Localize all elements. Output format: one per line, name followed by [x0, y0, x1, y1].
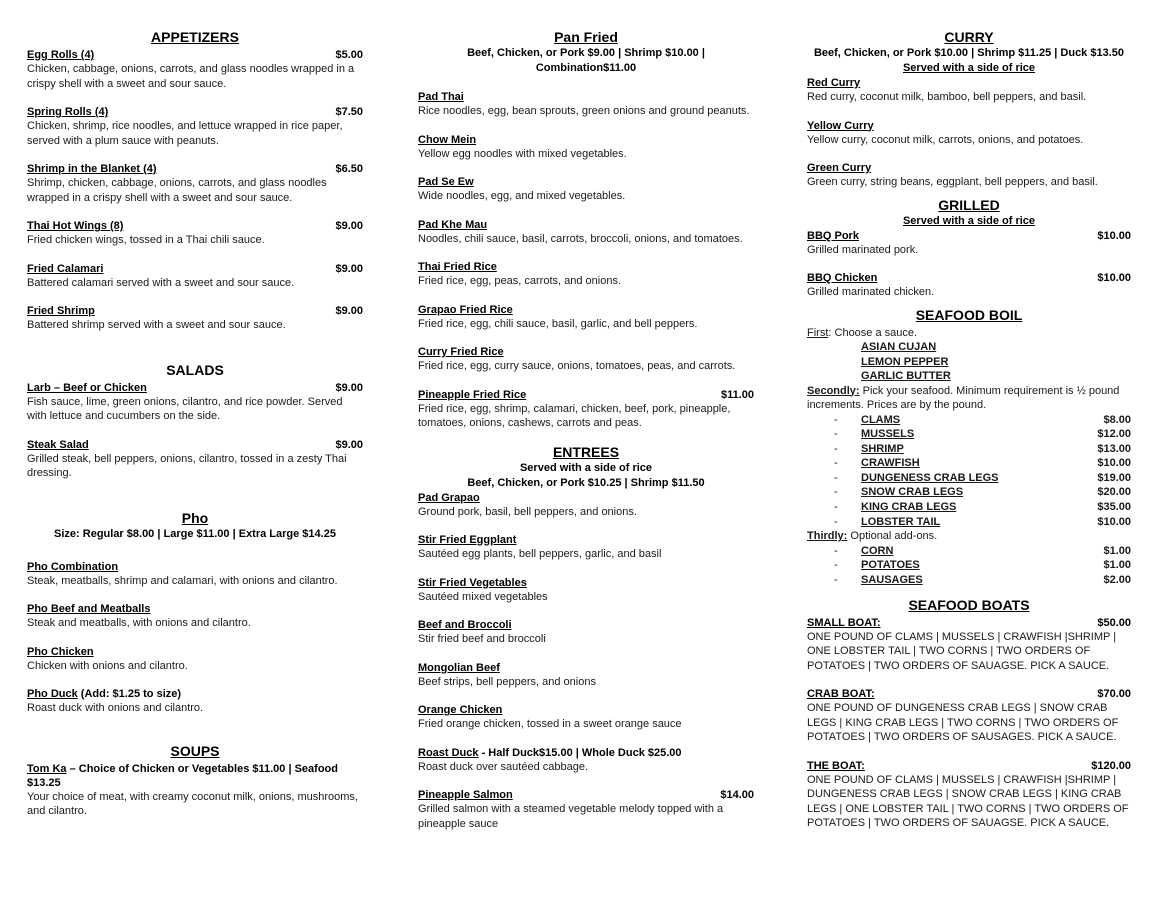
seafood-name: CRAWFISH [861, 457, 920, 470]
addon-price: $1.00 [1103, 559, 1131, 572]
bullet-dash: - [834, 413, 838, 426]
pho-heading: Pho [181, 509, 209, 526]
item-description: ONE POUND OF DUNGENESS CRAB LEGS | SNOW CRAB LEGS | KING CRAB LEGS | TWO CORNS | TWO ORDERS OF POTATOES | TWO ORDERS OF SAUSAGES. PICK A SAUCE. [807, 702, 1119, 744]
item-extra: (Add: $1.25 to size) [77, 688, 182, 700]
item-name: Pineapple Fried Rice [418, 388, 527, 401]
appetizers-section [27, 28, 363, 333]
menu-item [27, 602, 363, 631]
menu-item [418, 175, 754, 204]
item-extra: - Half Duck$15.00 | Whole Duck $25.00 [478, 746, 682, 759]
item-description: ONE POUND OF CLAMS | MUSSELS | CRAWFISH |SHRIMP | DUNGENESS CRAB LEGS | SNOW CRAB LEGS | KING CRAB LEGS | ONE LOBSTER TAIL | TWO CORNS | TWO ORDERS OF POTATOES | TWO ORDERS OF SAUAGSE. PICK A SAUCE. [807, 773, 1129, 830]
item-name: Pad Grapao [418, 491, 480, 504]
boil-step-first [807, 326, 1131, 341]
item-description: Sautéed egg plants, bell peppers, garlic, and basil [418, 548, 662, 560]
step-text: Pick your seafood. Minimum requirement is ½ pound increments. Prices are by the pound. [807, 384, 1120, 411]
curry-subtitle: Served with a side of rice [902, 62, 1036, 74]
item-name: Yellow Curry [807, 119, 874, 132]
item-name: Pad Khe Mau [418, 218, 488, 231]
item-name: Thai Hot Wings (8) [27, 220, 124, 232]
sauce-option: ASIAN CUJAN [861, 341, 937, 353]
item-price: $120.00 [1091, 759, 1131, 772]
boat-item [807, 759, 1131, 831]
step-label: Thirdly: [807, 530, 848, 543]
menu-item [27, 262, 363, 291]
seafood-boil-heading: SEAFOOD BOIL [915, 306, 1023, 323]
item-description: Battered shrimp served with a sweet and sour sauce. [27, 319, 286, 331]
item-name: Tom Ka [27, 762, 67, 775]
item-name: Beef and Broccoli [418, 619, 512, 631]
addon-row [807, 544, 1131, 559]
menu-item [807, 161, 1131, 190]
menu-column-left [27, 28, 363, 833]
step-text: Optional add-ons. [847, 530, 938, 543]
seafood-name: DUNGENESS CRAB LEGS [861, 471, 999, 484]
item-name: Pho Beef and Meatballs [27, 603, 151, 615]
bullet-dash: - [834, 573, 838, 586]
item-description: Wide noodles, egg, and mixed vegetables. [418, 190, 626, 202]
addon-name: CORN [861, 544, 894, 557]
item-name: THE BOAT: [807, 759, 865, 772]
menu-item [418, 260, 754, 289]
menu-item [27, 762, 363, 819]
item-description: Fried rice, egg, shrimp, calamari, chicken, beef, pork, pineapple, tomatoes, onions, cashews, carrots and peas. [418, 402, 731, 429]
item-description: Shrimp, chicken, cabbage, onions, carrots, and glass noodles wrapped in a crispy shell with a sweet and sour sauce. [27, 177, 327, 204]
item-price: $11.00 [720, 388, 754, 401]
seafood-boats-section [807, 596, 1131, 831]
item-name: Thai Fried Rice [418, 261, 497, 273]
bullet-dash: - [834, 471, 838, 484]
bullet-dash: - [834, 515, 838, 528]
seafood-price: $20.00 [1097, 486, 1131, 499]
seafood-price: $8.00 [1103, 413, 1131, 426]
item-name: Stir Fried Eggplant [418, 534, 517, 546]
item-description: Yellow curry, coconut milk, carrots, onions, and potatoes. [807, 133, 1084, 146]
soups-heading: SOUPS [170, 742, 220, 759]
item-price: $9.00 [335, 220, 363, 232]
item-description: Grilled marinated pork. [807, 243, 919, 256]
item-description: Beef strips, bell peppers, and onions [418, 675, 596, 688]
item-name: Fried Shrimp [27, 305, 95, 317]
item-name: Spring Rolls (4) [27, 106, 109, 118]
item-name: Grapao Fried Rice [418, 303, 513, 316]
seafood-row [807, 500, 1131, 515]
item-price: $9.00 [335, 305, 363, 317]
item-name: Curry Fried Rice [418, 346, 504, 358]
menu-item [418, 661, 754, 690]
item-price: $5.00 [335, 49, 363, 61]
seafood-boil-section [807, 306, 1131, 588]
seafood-name: SHRIMP [861, 442, 904, 455]
menu-item [418, 703, 754, 732]
item-description: Your choice of meat, with creamy coconut milk, onions, mushrooms, and cilantro. [27, 790, 358, 817]
item-name: BBQ Chicken [807, 272, 878, 284]
item-description: Fried rice, egg, peas, carrots, and onions. [418, 275, 621, 287]
item-name: Pad Se Ew [418, 176, 474, 188]
seafood-row [807, 413, 1131, 428]
salads-section [27, 361, 363, 481]
item-price: $14.00 [720, 789, 754, 801]
menu-item [418, 90, 754, 119]
item-name: Orange Chicken [418, 704, 503, 716]
menu-item [807, 271, 1131, 300]
item-description: ONE POUND OF CLAMS | MUSSELS | CRAWFISH |SHRIMP | ONE LOBSTER TAIL | TWO CORNS | TWO ORDERS OF POTATOES | TWO ORDERS OF SAUAGSE. PICK A SAUCE. [807, 630, 1117, 672]
item-description: Roast duck with onions and cilantro. [27, 702, 204, 714]
salads-heading: SALADS [166, 361, 224, 378]
item-name: BBQ Pork [807, 229, 859, 242]
entrees-prices: Beef, Chicken, or Pork $10.25 | Shrimp $11.50 [467, 476, 705, 489]
addon-row [807, 573, 1131, 588]
menu-item [418, 388, 754, 431]
item-description: Chicken, cabbage, onions, carrots, and glass noodles wrapped in a crispy shell with a sweet and sour sauce. [27, 63, 355, 90]
bullet-dash: - [834, 544, 838, 557]
entrees-section [418, 443, 754, 832]
item-name: Green Curry [807, 162, 872, 174]
seafood-price: $10.00 [1097, 515, 1131, 528]
seafood-row [807, 485, 1131, 500]
entrees-heading: ENTREES [552, 443, 620, 460]
item-price: $10.00 [1097, 272, 1131, 284]
menu-item [807, 76, 1131, 105]
seafood-boats-heading: SEAFOOD BOATS [908, 596, 1030, 613]
panfried-prices: Beef, Chicken, or Pork $9.00 | Shrimp $10.00 | Combination$11.00 [467, 47, 705, 74]
menu-item [418, 218, 754, 247]
item-description: Rice noodles, egg, bean sprouts, green onions and ground peanuts. [418, 105, 750, 117]
item-name: Larb – Beef or Chicken [27, 381, 147, 394]
seafood-price: $12.00 [1097, 428, 1131, 441]
menu-item [27, 438, 363, 481]
item-price: $7.50 [335, 106, 363, 118]
item-name: Red Curry [807, 77, 861, 89]
menu-item [418, 303, 754, 332]
item-description: Fried rice, egg, chili sauce, basil, garlic, and bell peppers. [418, 317, 698, 330]
addon-row [807, 558, 1131, 573]
pho-section [27, 509, 363, 716]
item-price: $9.00 [335, 438, 363, 451]
menu-column-middle [418, 28, 754, 845]
curry-heading: CURRY [944, 29, 994, 45]
item-name: Pho Chicken [27, 645, 94, 658]
addon-name: POTATOES [861, 559, 920, 572]
item-description: Roast duck over sautéed cabbage. [418, 760, 589, 773]
item-description: Green curry, string beans, eggplant, bell peppers, and basil. [807, 176, 1098, 188]
menu-item [27, 162, 363, 205]
item-name: Egg Rolls (4) [27, 49, 95, 61]
curry-section [807, 28, 1131, 190]
seafood-name: CLAMS [861, 413, 901, 426]
menu-item [418, 491, 754, 520]
seafood-name: SNOW CRAB LEGS [861, 486, 964, 499]
item-name: Stir Fried Vegetables [418, 576, 527, 589]
grilled-heading: GRILLED [938, 196, 1000, 213]
menu-item [27, 687, 363, 716]
grilled-subtitle: Served with a side of rice [902, 214, 1036, 227]
menu-item [807, 119, 1131, 148]
item-description: Grilled steak, bell peppers, onions, cilantro, tossed in a zesty Thai dressing. [27, 452, 347, 479]
seafood-row [807, 471, 1131, 486]
entrees-subtitle: Served with a side of rice [519, 461, 653, 474]
bullet-dash: - [834, 486, 838, 499]
item-price: $9.00 [335, 262, 363, 275]
item-description: Fish sauce, lime, green onions, cilantro, and rice powder. Served with lettuce and cucumbers on the side. [27, 395, 343, 422]
bullet-dash: - [834, 559, 838, 572]
boat-item [807, 687, 1131, 745]
item-name: Steak Salad [27, 438, 89, 451]
addon-price: $1.00 [1103, 544, 1131, 557]
seafood-row [807, 442, 1131, 457]
seafood-price: $19.00 [1097, 471, 1131, 484]
item-description: Chicken, shrimp, rice noodles, and lettuce wrapped in rice paper, served with a plum sauce with peanuts. [27, 120, 343, 147]
item-description: Chicken with onions and cilantro. [27, 659, 188, 672]
menu-item [27, 48, 363, 91]
seafood-price: $35.00 [1097, 501, 1131, 514]
item-description: Grilled salmon with a steamed vegetable melody topped with a pineapple sauce [418, 803, 724, 830]
pho-sizes: Size: Regular $8.00 | Large $11.00 | Extra Large $14.25 [54, 527, 336, 540]
menu-item [418, 576, 754, 605]
item-name: Pho Combination [27, 560, 119, 573]
item-name: SMALL BOAT: [807, 616, 881, 629]
sauce-option: LEMON PEPPER [861, 355, 949, 368]
step-label: Secondly: [807, 384, 860, 397]
step-label: First [807, 326, 829, 339]
seafood-row [807, 456, 1131, 471]
item-description: Noodles, chili sauce, basil, carrots, broccoli, onions, and tomatoes. [418, 232, 743, 245]
item-description: Ground pork, basil, bell peppers, and onions. [418, 505, 637, 518]
item-price: $9.00 [335, 381, 363, 394]
item-description: Stir fried beef and broccoli [418, 633, 546, 645]
item-name: Pineapple Salmon [418, 789, 513, 801]
soups-section [27, 742, 363, 819]
step-text: : Choose a sauce. [828, 326, 918, 339]
bullet-dash: - [834, 457, 838, 470]
menu-item [27, 560, 363, 589]
item-name: CRAB BOAT: [807, 688, 875, 701]
menu-item [27, 105, 363, 148]
item-description: Steak and meatballs, with onions and cilantro. [27, 617, 251, 629]
item-description: Battered calamari served with a sweet and sour sauce. [27, 276, 295, 289]
sauce-option: GARLIC BUTTER [861, 370, 951, 382]
item-name: Chow Mein [418, 133, 477, 146]
item-description: Fried orange chicken, tossed in a sweet orange sauce [418, 718, 682, 730]
boil-step-second [807, 384, 1131, 413]
item-description: Yellow egg noodles with mixed vegetables. [418, 147, 627, 160]
menu-item [418, 133, 754, 162]
menu-item [27, 645, 363, 674]
item-name: Pad Thai [418, 91, 464, 103]
menu-item [807, 229, 1131, 258]
item-description: Steak, meatballs, shrimp and calamari, with onions and cilantro. [27, 574, 338, 587]
menu-item [27, 304, 363, 333]
item-description: Red curry, coconut milk, bamboo, bell peppers, and basil. [807, 91, 1087, 103]
menu-item [418, 345, 754, 374]
item-description: Fried chicken wings, tossed in a Thai chili sauce. [27, 234, 265, 246]
grilled-section [807, 196, 1131, 300]
item-name: Shrimp in the Blanket (4) [27, 163, 157, 175]
boil-step-third [807, 529, 1131, 544]
seafood-row [807, 427, 1131, 442]
curry-prices: Beef, Chicken, or Pork $10.00 | Shrimp $11.25 | Duck $13.50 [813, 47, 1125, 59]
addon-name: SAUSAGES [861, 573, 923, 586]
item-description: Fried rice, egg, curry sauce, onions, tomatoes, peas, and carrots. [418, 360, 736, 372]
item-price: $50.00 [1097, 616, 1131, 629]
item-price: $6.50 [335, 163, 363, 175]
seafood-name: MUSSELS [861, 428, 915, 441]
seafood-row [807, 515, 1131, 530]
seafood-name: LOBSTER TAIL [861, 515, 941, 528]
item-name: Roast Duck [418, 746, 479, 759]
menu-item [27, 219, 363, 248]
boat-item [807, 616, 1131, 674]
appetizers-heading: APPETIZERS [151, 29, 239, 45]
bullet-dash: - [834, 501, 838, 514]
item-description: Sautéed mixed vegetables [418, 590, 548, 603]
seafood-name: KING CRAB LEGS [861, 501, 957, 514]
menu-item [418, 788, 754, 831]
menu-item [27, 381, 363, 424]
seafood-price: $13.00 [1097, 442, 1131, 455]
item-name: Pho Duck [27, 688, 78, 700]
item-price: $10.00 [1097, 229, 1131, 242]
seafood-price: $10.00 [1097, 457, 1131, 470]
panfried-heading: Pan Fried [554, 29, 618, 45]
bullet-dash: - [834, 442, 838, 455]
item-name: Fried Calamari [27, 262, 104, 275]
menu-item [418, 746, 754, 775]
menu-item [418, 618, 754, 647]
item-extra: – Choice of Chicken or Vegetables $11.00 | Seafood $13.25 [27, 762, 338, 789]
menu-column-right [807, 28, 1131, 845]
item-price: $70.00 [1097, 688, 1131, 701]
bullet-dash: - [834, 428, 838, 441]
menu-item [418, 533, 754, 562]
addon-price: $2.00 [1103, 573, 1131, 586]
item-name: Mongolian Beef [418, 661, 500, 674]
panfried-section [418, 28, 754, 431]
item-description: Grilled marinated chicken. [807, 286, 935, 298]
